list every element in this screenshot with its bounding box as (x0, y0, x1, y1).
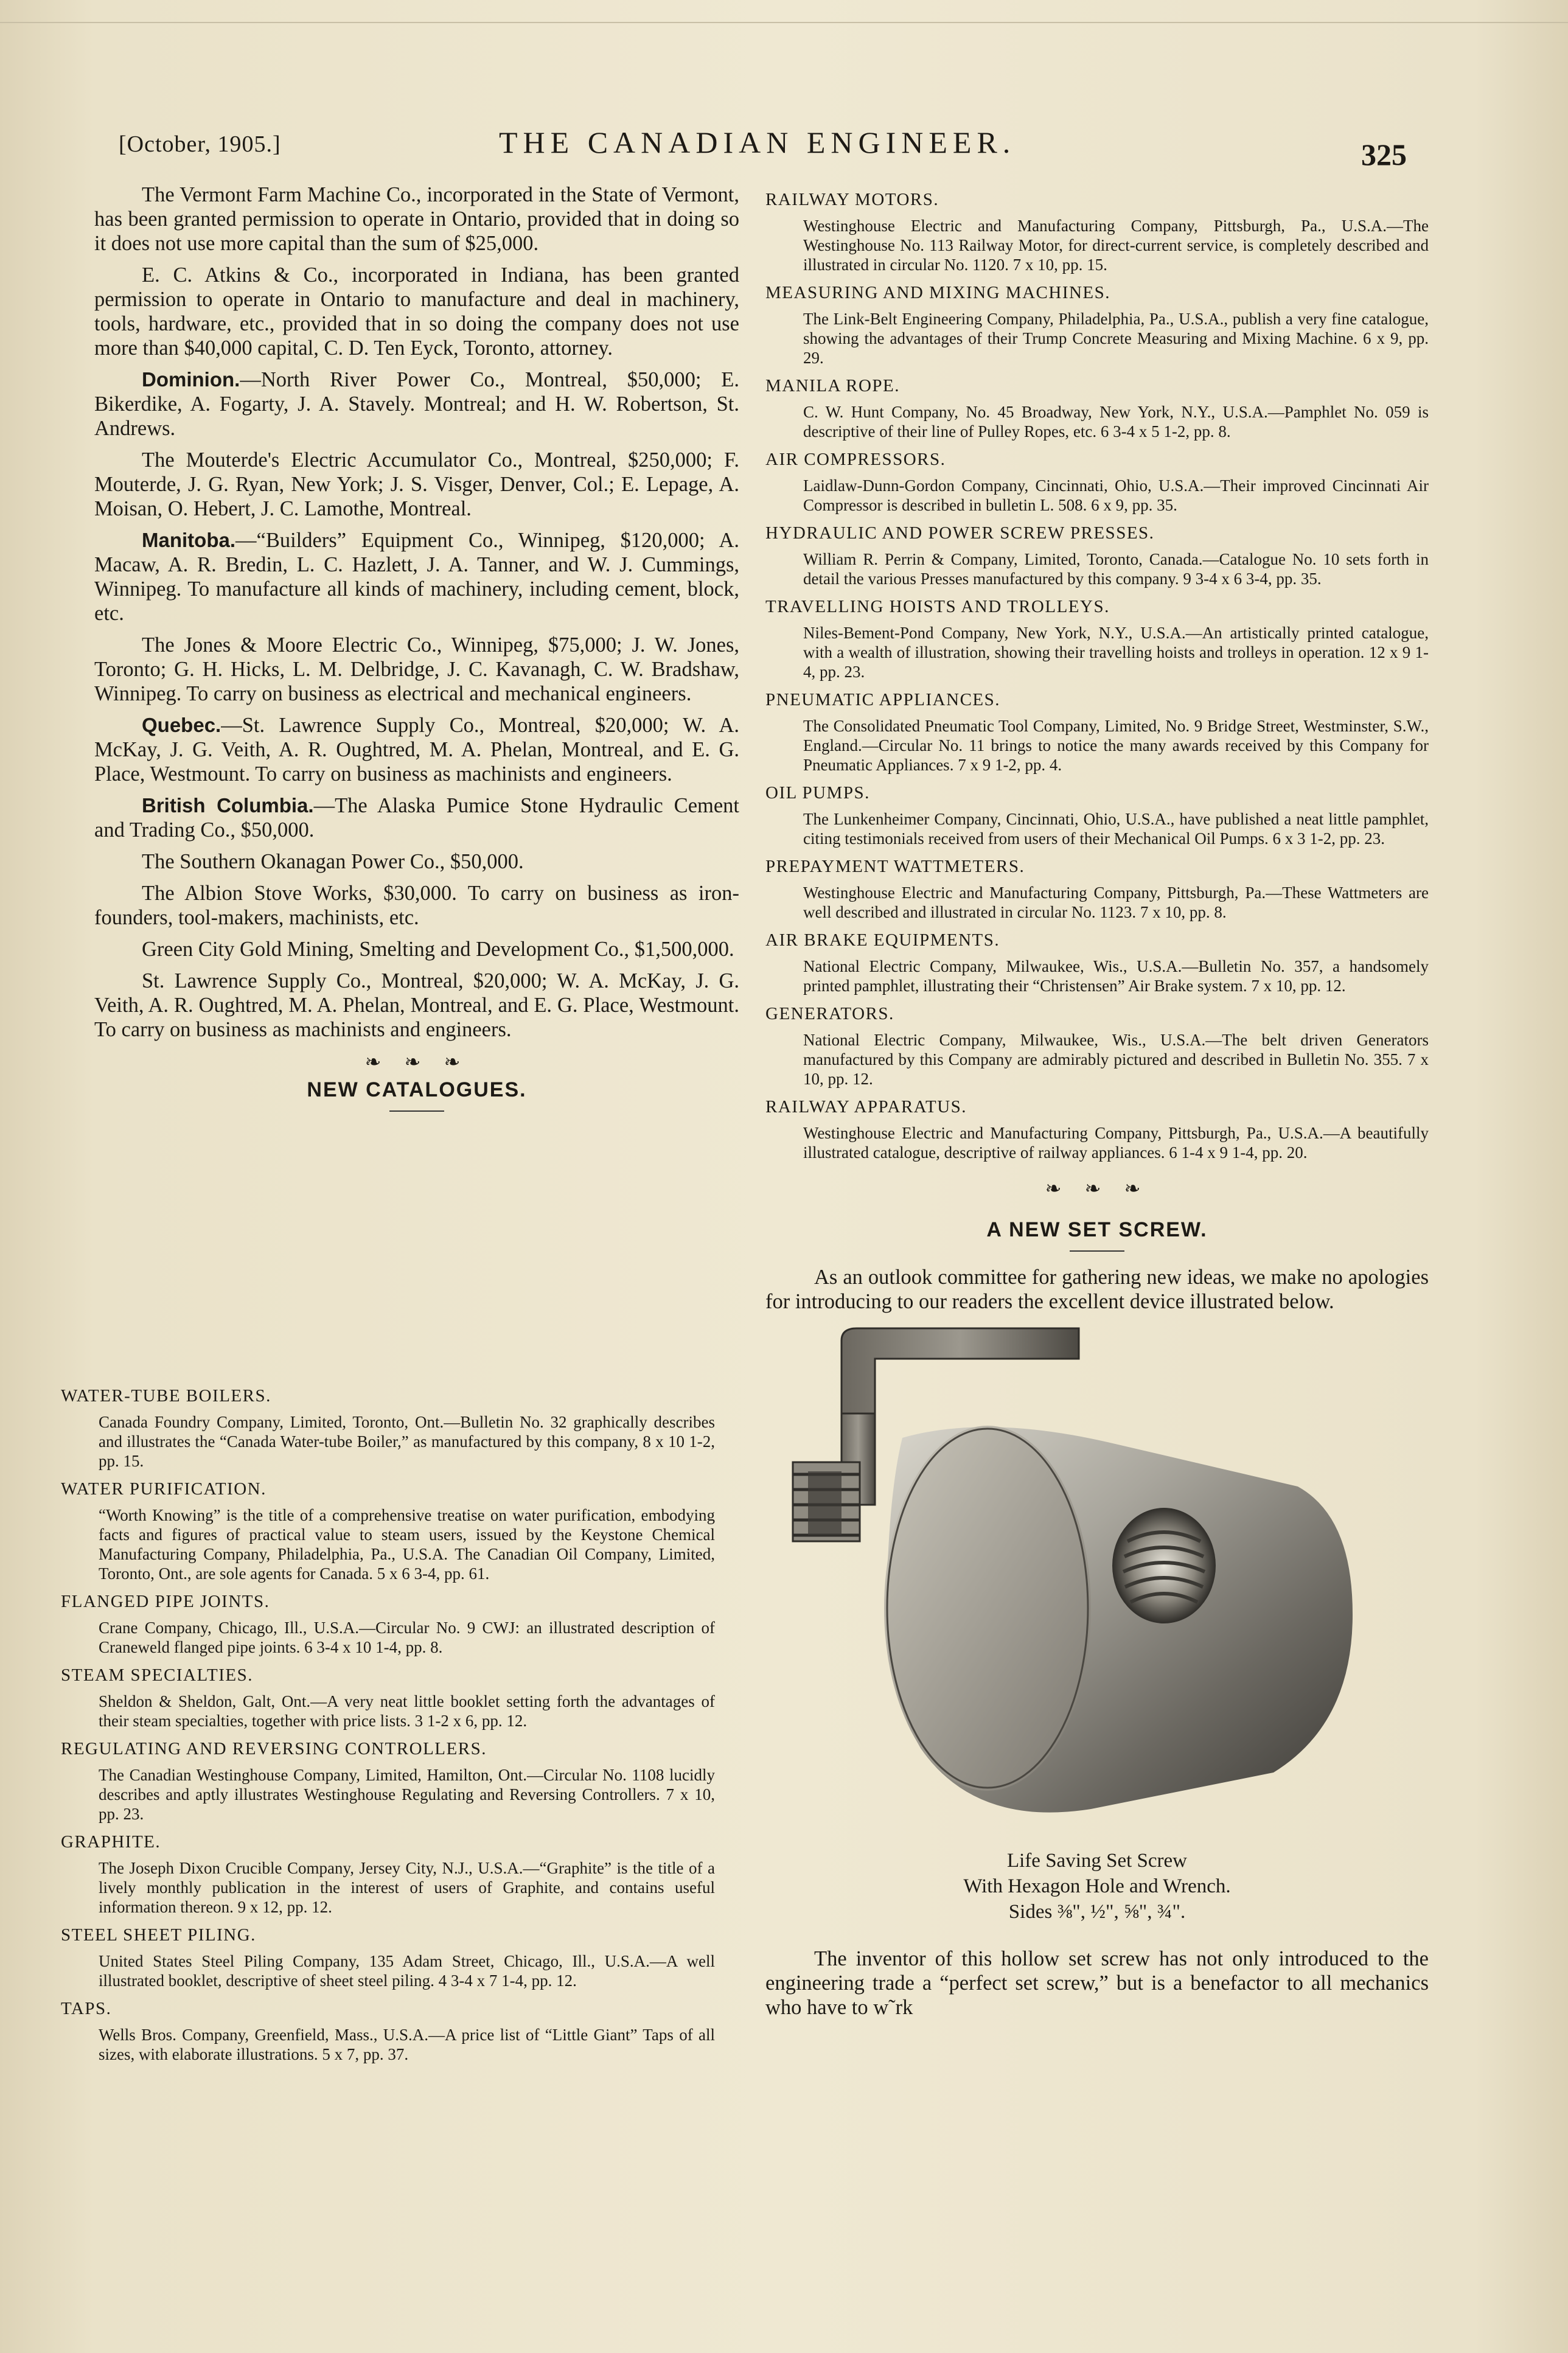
caption-line: With Hexagon Hole and Wrench. (963, 1875, 1231, 1897)
catalogue-text: The Link-Belt Engineering Company, Philadelphia, Pa., U.S.A., publish a very fine catalogue, showing the advantages of their Trump Concrete Measuring and Mixing Machine. 6 x 9, pp. 29. (803, 310, 1429, 367)
catalogue-entry (61, 1925, 715, 1990)
set-screw-wrench-image (775, 1322, 1420, 1846)
paragraph-text: —North River Power Co., Montreal, $50,000; E. Bikerdike, A. Fogarty, J. A. Stavely. Montreal; and H. W. Robertson, St. Andrews. (94, 368, 739, 440)
catalogue-entry (61, 1386, 715, 1471)
paragraph (94, 448, 739, 521)
catalogue-text: “Worth Knowing” is the title of a comprehensive treatise on water purification, embodying facts and figures of practical value to steam users, issued by the Keystone Chemical Manufacturing Company, Philadelphia, Pa., U.S.A. The Canadian Oil Company, Limited, Toronto, Ont., are sole agents for Canada. 5 x 6 3-4, pp. 61. (99, 1506, 715, 1583)
catalogue-entry (765, 1004, 1429, 1089)
catalogue-entry (765, 930, 1429, 995)
catalogue-text: Westinghouse Electric and Manufacturing Company, Pittsburgh, Pa., U.S.A.—The Westinghouse No. 113 Railway Motor, for direct-current service, is completely described and illustrated in circular No. 1120. 7 x 10, pp. 15. (803, 217, 1429, 274)
catalogue-text: Sheldon & Sheldon, Galt, Ont.—A very neat little booklet setting forth the advantages of their steam specialties, together with price lists. 3 1-2 x 6, pp. 12. (99, 1692, 715, 1730)
catalogue-entry (61, 1999, 715, 2064)
paragraph (94, 713, 739, 786)
heading-rule (1070, 1250, 1124, 1252)
paragraph (94, 368, 739, 441)
catalogue-text: William R. Perrin & Company, Limited, Toronto, Canada.—Catalogue No. 10 sets forth in detail the various Presses manufactured by this company. 9 3-4 x 6 3-4, pp. 35. (803, 550, 1429, 588)
page-header (119, 125, 1407, 173)
catalogue-text: Wells Bros. Company, Greenfield, Mass., U.S.A.—A price list of “Little Giant” Taps of all sizes, with elaborate illustrations. 5 x 7, pp. 37. (99, 2026, 715, 2063)
paragraph-lead: Dominion. (142, 368, 240, 391)
catalogue-entry (765, 1097, 1429, 1162)
catalogue-text: The Lunkenheimer Company, Cincinnati, Ohio, U.S.A., have published a neat little pamphlet, citing testimonials received from users of their Mechanical Oil Pumps. 6 x 3 1-2, pp. 23. (803, 810, 1429, 848)
catalogue-entry (61, 1832, 715, 1917)
paragraph (94, 969, 739, 1042)
catalogue-heading: PREPAYMENT WATTMETERS. (765, 857, 1025, 876)
catalogue-entry (765, 597, 1429, 681)
paragraph-text: The Mouterde's Electric Accumulator Co., Montreal, $250,000; F. Mouterde, J. G. Ryan, New York; J. S. Visger, Denver, Col.; E. Lepage, A. Moisan, O. Hebert, J. C. Lamothe, Montreal. (94, 448, 739, 520)
paragraph-lead: Manitoba. (142, 529, 235, 551)
catalogue-text: Canada Foundry Company, Limited, Toronto, Ont.—Bulletin No. 32 graphically describes and illustrates the “Canada Water-tube Boiler,” as manufactured by this company, 8 x 10 1-2, pp. 15. (99, 1413, 715, 1470)
catalogue-heading: AIR COMPRESSORS. (765, 450, 946, 469)
catalogue-text: National Electric Company, Milwaukee, Wis., U.S.A.—The belt driven Generators manufactured by this Company are admirably pictured and described in Bulletin No. 355. 7 x 10, pp. 12. (803, 1031, 1429, 1088)
catalogue-heading: STEEL SHEET PILING. (61, 1925, 256, 1945)
catalogue-text: The Joseph Dixon Crucible Company, Jersey City, N.J., U.S.A.—“Graphite” is the title of a lively monthly publication in the interest of users of Graphite, and contains useful information thereon. 9 x 12, pp. 12. (99, 1859, 715, 1916)
paragraph (94, 263, 739, 360)
issue-date: [October, 1905.] (119, 131, 281, 157)
catalogue-heading: AIR BRAKE EQUIPMENTS. (765, 930, 1000, 950)
catalogue-entry (61, 1665, 715, 1731)
catalogue-heading: MANILA ROPE. (765, 376, 901, 396)
caption-line: Life Saving Set Screw (1006, 1850, 1188, 1872)
catalogue-text: United States Steel Piling Company, 135 Adam Street, Chicago, Ill., U.S.A.—A well illustrated booklet, descriptive of sheet steel piling. 4 3-4 x 7 1-4, pp. 12. (99, 1952, 715, 1990)
catalogue-text: Laidlaw-Dunn-Gordon Company, Cincinnati, Ohio, U.S.A.—Their improved Cincinnati Air Compressor is described in bulletin L. 508. 6 x 9, pp. 35. (803, 476, 1429, 514)
catalogue-heading: GENERATORS. (765, 1004, 894, 1023)
paragraph (94, 849, 739, 874)
catalogue-entry (765, 690, 1429, 775)
paragraph-text: The Jones & Moore Electric Co., Winnipeg, $75,000; J. W. Jones, Toronto; G. H. Hicks, L. M. Delbridge, J. C. Kavanagh, C. W. Bradshaw, Winnipeg. To carry on business as electrical and mechanical engineers. (94, 633, 739, 705)
set-screw-heading: A NEW SET SCREW. (986, 1218, 1208, 1241)
section-ornament: ❧ ❧ ❧ (1045, 1177, 1149, 1200)
paragraph-text: Green City Gold Mining, Smelting and Development Co., $1,500,000. (142, 938, 734, 961)
catalogue-heading: FLANGED PIPE JOINTS. (61, 1592, 270, 1611)
catalogue-entry (765, 857, 1429, 922)
catalogue-heading: PNEUMATIC APPLIANCES. (765, 690, 1000, 709)
paragraph-lead: British Columbia. (142, 794, 314, 817)
catalogue-heading: RAILWAY MOTORS. (765, 190, 939, 209)
catalogue-entry (765, 783, 1429, 848)
catalogue-heading: RAILWAY APPARATUS. (765, 1097, 967, 1117)
left-catalogues (61, 1386, 715, 2072)
paragraph-text: St. Lawrence Supply Co., Montreal, $20,000; W. A. McKay, J. G. Veith, A. R. Oughtred, M. A. Phelan, Montreal, and E. G. Place, Westmount. To carry on business as machinists and engineers. (94, 969, 739, 1041)
paragraph-text: The Albion Stove Works, $30,000. To carry on business as iron-founders, tool-makers, machinists, etc. (94, 882, 739, 929)
paragraph-text: —St. Lawrence Supply Co., Montreal, $20,000; W. A. McKay, J. G. Veith, A. R. Oughtred, M. A. Phelan, Montreal, and E. G. Place, Westmount. To carry on business as machinists and engineers. (94, 714, 739, 786)
catalogue-text: Crane Company, Chicago, Ill., U.S.A.—Circular No. 9 CWJ: an illustrated description of Craneweld flanged pipe joints. 6 3-4 x 10 1-4, pp. 8. (99, 1619, 715, 1656)
journal-title: THE CANADIAN ENGINEER. (499, 125, 1016, 159)
catalogue-heading: GRAPHITE. (61, 1832, 161, 1852)
catalogue-text: National Electric Company, Milwaukee, Wis., U.S.A.—Bulletin No. 357, a handsomely printed pamphlet, illustrating their “Christensen” Air Brake system. 7 x 10, pp. 12. (803, 957, 1429, 995)
catalogue-heading: STEAM SPECIALTIES. (61, 1665, 253, 1685)
catalogue-text: Westinghouse Electric and Manufacturing Company, Pittsburgh, Pa., U.S.A.—A beautifully illustrated catalogue, descriptive of railway appliances. 6 1-4 x 9 1-4, pp. 20. (803, 1124, 1429, 1162)
catalogue-heading: HYDRAULIC AND POWER SCREW PRESSES. (765, 523, 1155, 543)
catalogue-text: The Consolidated Pneumatic Tool Company, Limited, No. 9 Bridge Street, Westminster, S.W., England.—Circular No. 11 brings to notice the many awards received by this Company for Pneumatic Appliances. 7 x 9 1-2, pp. 4. (803, 717, 1429, 774)
catalogue-heading: REGULATING AND REVERSING CONTROLLERS. (61, 1739, 487, 1759)
paragraph (94, 937, 739, 961)
catalogue-text: C. W. Hunt Company, No. 45 Broadway, New York, N.Y., U.S.A.—Pamphlet No. 059 is descriptive of their line of Pulley Ropes, etc. 6 3-4 x 5 1-2, pp. 8. (803, 403, 1429, 441)
set-screw-intro: As an outlook committee for gathering new ideas, we make no apologies for introducing to our readers the excellent device illustrated below. (765, 1266, 1429, 1313)
paragraph-lead: Quebec. (142, 714, 221, 736)
catalogue-heading: MEASURING AND MIXING MACHINES. (765, 283, 1111, 302)
paragraph (94, 633, 739, 706)
catalogue-text: Niles-Bement-Pond Company, New York, N.Y., U.S.A.—An artistically printed catalogue, with a wealth of illustration, showing their travelling hoists and trolleys in operation. 12 x 9 1-4, pp. 23. (803, 624, 1429, 681)
paragraph-text: E. C. Atkins & Co., incorporated in Indiana, has been granted permission to operate in Ontario to manufacture and deal in machinery, tools, hardware, etc., provided that in so doing the company does not use more than $40,000 capital, C. D. Ten Eyck, Toronto, attorney. (94, 263, 739, 360)
left-column (94, 183, 739, 1125)
catalogue-entry (765, 283, 1429, 368)
paragraph-text: The Vermont Farm Machine Co., incorporated in the State of Vermont, has been granted permission to operate in Ontario, provided that in doing so it does not use more capital than the sum of $25,000. (94, 183, 739, 255)
figure-caption (765, 1848, 1429, 1925)
catalogue-heading: TRAVELLING HOISTS AND TROLLEYS. (765, 597, 1110, 616)
paragraph (94, 183, 739, 256)
set-screw-body: The inventor of this hollow set screw has not only introduced to the engineering trade a “perfect set screw,” but is a benefactor to all mechanics who have to w˜rk (765, 1947, 1429, 2019)
catalogue-heading: TAPS. (61, 1999, 112, 2018)
catalogue-text: Westinghouse Electric and Manufacturing Company, Pittsburgh, Pa.—These Wattmeters are well described and illustrated in circular No. 1123. 7 x 10, pp. 8. (803, 884, 1429, 921)
catalogue-text: The Canadian Westinghouse Company, Limited, Hamilton, Ont.—Circular No. 1108 lucidly describes and aptly illustrates Westinghouse Regulating and Reversing Controllers. 7 x 10, pp. 23. (99, 1766, 715, 1823)
catalogue-entry (61, 1592, 715, 1657)
heading-rule (389, 1110, 444, 1112)
right-column (765, 190, 1429, 2026)
catalogue-entry (765, 190, 1429, 274)
paragraph-text: —The Alaska Pumice Stone Hydraulic Cement and Trading Co., $50,000. (94, 794, 739, 842)
paragraph (94, 881, 739, 930)
catalogue-entry (61, 1739, 715, 1824)
paragraph (94, 528, 739, 626)
catalogue-entry (765, 450, 1429, 515)
catalogue-heading: WATER PURIFICATION. (61, 1479, 267, 1499)
caption-line: Sides ⅜", ½", ⅝", ¾". (1008, 1901, 1186, 1923)
section-ornament: ❧ ❧ ❧ (364, 1050, 469, 1073)
catalogue-entry (765, 376, 1429, 441)
paragraph-text: The Southern Okanagan Power Co., $50,000. (142, 850, 524, 873)
new-catalogues-heading: NEW CATALOGUES. (307, 1078, 527, 1101)
catalogue-entry (765, 523, 1429, 588)
catalogue-heading: OIL PUMPS. (765, 783, 870, 803)
paragraph-text: —“Builders” Equipment Co., Winnipeg, $120,000; A. Macaw, A. R. Bredin, L. C. Hazlett, J. A. Tanner, and W. J. Cummings, Winnipeg. To manufacture all kinds of machinery, including cement, block, etc. (94, 529, 739, 625)
page-number: 325 (1361, 138, 1407, 172)
top-rule (0, 22, 1568, 23)
paragraph (94, 793, 739, 842)
catalogue-heading: WATER-TUBE BOILERS. (61, 1386, 271, 1406)
catalogue-entry (61, 1479, 715, 1583)
set-screw-illustration (775, 1322, 1420, 1846)
